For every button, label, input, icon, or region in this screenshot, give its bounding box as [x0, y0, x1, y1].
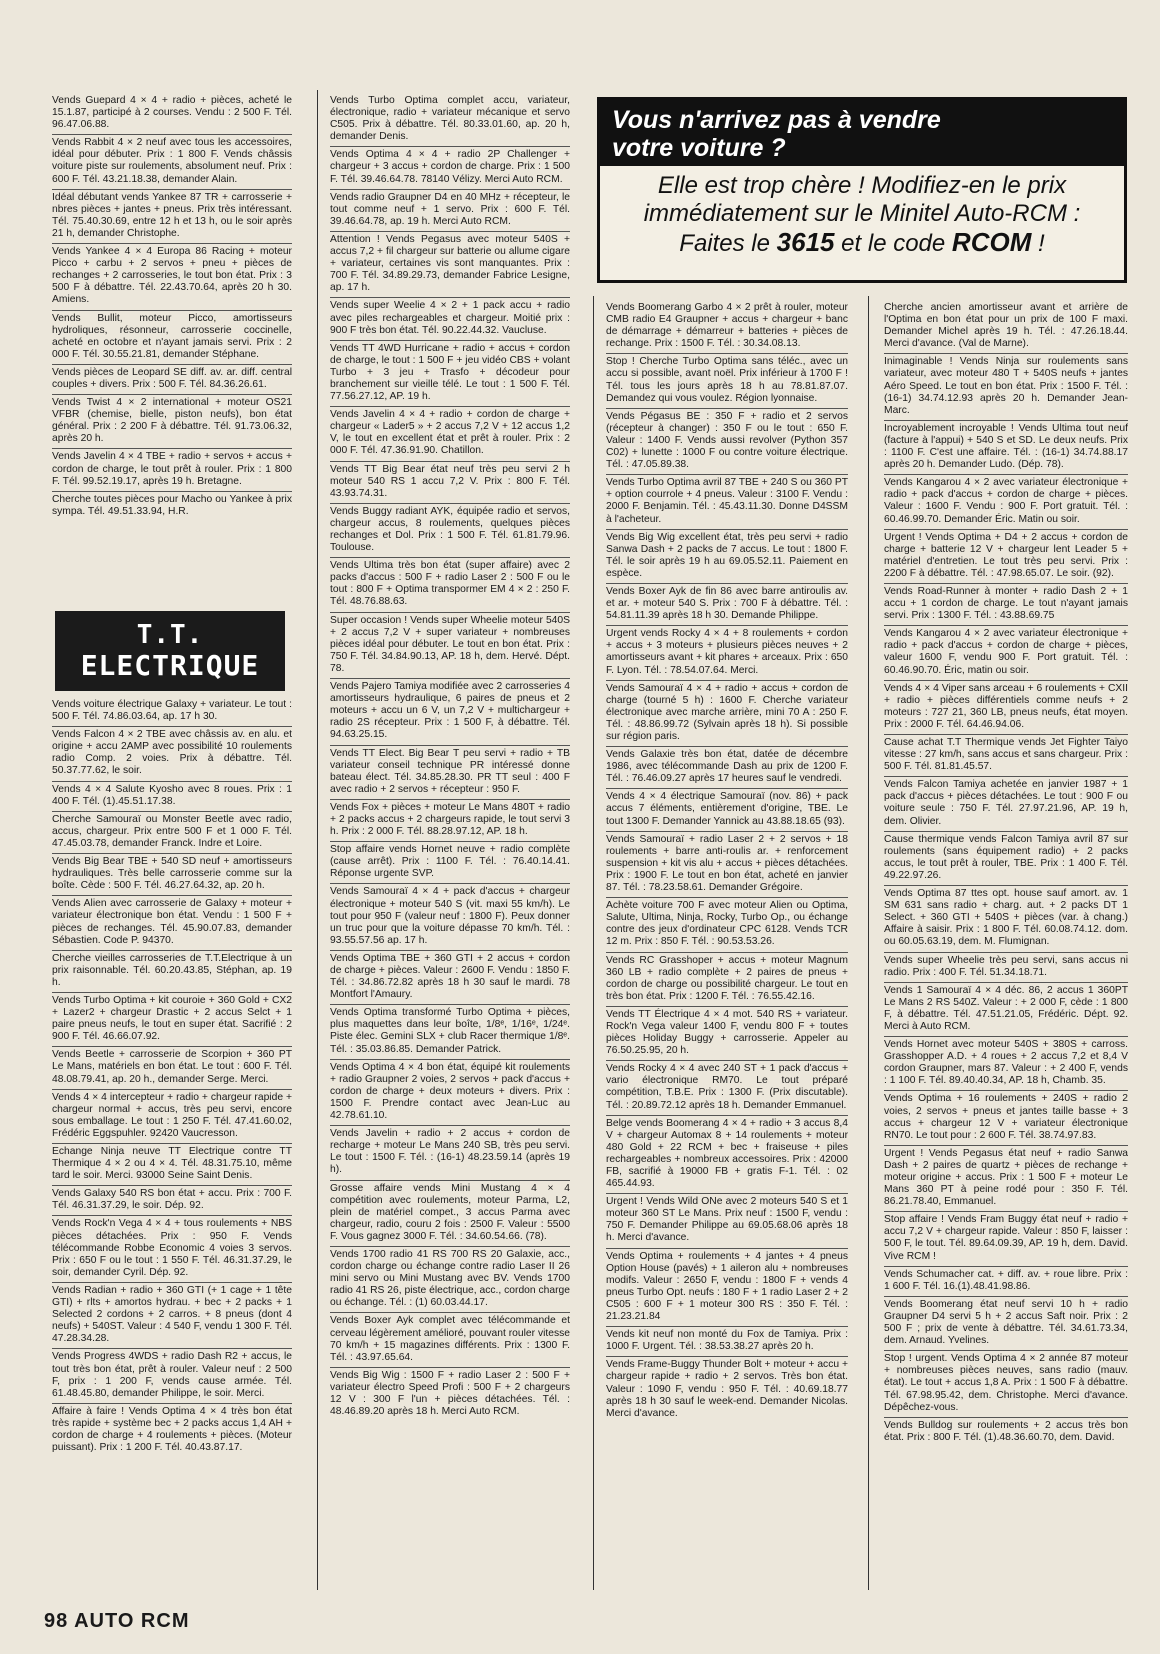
promo-body — [600, 166, 1124, 264]
classified-ad: Vends Big Wig : 1500 F + radio Laser 2 : 500 F + variateur électro Speed Profi : 500 F + 2 chargeurs 12 V : 300 F l'un + pièces détachées. Tél. : 48.46.89.20 après 18 h. Merci Auto RCM. — [330, 1369, 570, 1418]
promo-code-name: RCOM — [951, 227, 1032, 257]
classified-ad: Urgent vends Rocky 4 × 4 + 8 roulements + cordon + accus + 3 moteurs + plusieurs pièces neuves + 2 amortisseurs avant + kit phares + arceaux. Prix : 650 F. Lyon. Tél. : 78.54.07.64. Merci. — [606, 626, 848, 680]
classified-ad: Vends Schumacher cat. + diff. av. + roue libre. Prix : 1 600 F. Tél. 16.(1).48.41.98.86. — [884, 1267, 1128, 1297]
classified-ad: Vends TT 4WD Hurricane + radio + accus + cordon de charge, le tout : 1 500 F + jeu vidéo CBS + volant Turbo + 3 jeu + Trasfo + décodeur pour branchement sur vieille télé. Le tout : 1 500 F. Tél. 77.56.27.12, AP. 19 h. — [330, 341, 570, 407]
classified-ad: Vends Optima transformé Turbo Optima + pièces, plus maquettes dans leur boîte, 1/8ᵉ, 1/16ᵉ, 1/24ᵉ. Piste élec. Gemini SLX + club Racer thermique 1/8ᵉ. Tél. : 35.03.86.85. Demander Patrick. — [330, 1005, 570, 1059]
ads-column-1 — [52, 93, 292, 521]
ads-column-2 — [330, 93, 570, 1421]
classified-ad: Vends RC Grasshoper + accus + moteur Magnum 360 LB + radio complète + 2 paires de pneus + cordon de charge ou possibilité chargeur. Le tout en très bon état. Prix : 1200 F. Tél. : 76.55.42.16. — [606, 953, 848, 1007]
classified-ad: Vends Pajero Tamiya modifiée avec 2 carrosseries 4 amortisseurs hydraulique, 6 paires de pneus et 2 moteurs + accu un 6 V, un 7,2 V + multichargeur + radio 2S récepteur. Prix : 1 500 F, à débattre. Tél. 94.63.25.15. — [330, 679, 570, 745]
classified-ad: Super occasion ! Vends super Wheelie moteur 540S + 2 accus 7,2 V + super variateur + nombreuses pièces idéal pour débuter. Le tout en bon état. Prix : 750 F. Tél. 34.84.90.13, AP. 18 h, dem. Hervé. Dépt. 78. — [330, 613, 570, 679]
classified-ad: Vends Road-Runner à monter + radio Dash 2 + 1 accu + 1 cordon de charge. Le tout n'ayant jamais servi. Prix : 1300 F. Tél. : 43.88.69.75 — [884, 584, 1128, 626]
column-rule — [317, 90, 318, 1590]
classified-ad: Incroyablement incroyable ! Vends Ultima tout neuf (facture à l'appui) + 540 S et SD. Le deux neufs. Prix : 1100 F. C'est une affaire. Tél. : (16-1) 34.74.88.17 après 20 h. Demander Ludo. (Dép. 78). — [884, 421, 1128, 475]
promo-code-number: 3615 — [776, 227, 835, 257]
classified-ad: Vends Bullit, moteur Picco, amortisseurs hydroliques, résonneur, carrosserie coccinelle, acheté en octobre et n'ayant jamais servi. Prix : 2 000 F. Tél. 30.55.21.81, demander Stéphane. — [52, 311, 292, 365]
classified-ad: Vends Big Bear TBE + 540 SD neuf + amortisseurs hydrauliques. Très belle carrosserie comme sur la boîte. Cède : 500 F. Tél. 46.27.64.32, ap. 20 h. — [52, 854, 292, 896]
classified-ad: Vends voiture électrique Galaxy + variateur. Le tout : 500 F. Tél. 74.86.03.64, ap. 17 h 30. — [52, 697, 292, 727]
promo-title-line1: Vous n'arrivez pas à vendre — [612, 106, 941, 134]
classified-ad: Vends Optima 87 ttes opt. house sauf amort. av. 1 SM 631 sans radio + charg. aut. + 2 packs DT 1 Select. + 360 GTI + 540S + pièces (var. à chang.) Affaire à saisir. Prix : 1 800 F. Tél. 60.08.74.12. dom. ou 60.05.63.19, dem. M. Flumignan. — [884, 886, 1128, 952]
classified-ad: Vends Boxer Ayk complet avec télécommande et cerveau légèrement amélioré, pouvant rouler vitesse 70 km/h + 15 magazines différents. Prix : 1300 F. Tél. : 43.97.65.64. — [330, 1313, 570, 1367]
classified-ad: Vends Optima + roulements + 4 jantes + 4 pneus Option House (pavés) + 1 aileron alu + nombreuses modifs. Valeur : 2650 F, vendu : 1800 F + vends 4 pneus Turbo Opt. neufs : 180 F + 1 radio Laser 2 + 2 C505 : 600 F + 1 moteur 300 RS : 350 F. Tél. : 21.23.21.84 — [606, 1249, 848, 1328]
classified-ad: Vends Boxer Ayk de fin 86 avec barre antiroulis av. et ar. + moteur 540 S. Prix : 700 F à débattre. Tél. : 54.81.11.39 après 18 h 30. Demande Philippe. — [606, 584, 848, 626]
classified-ad: Vends Kangarou 4 × 2 avec variateur électronique + radio + pack d'accus + cordon de charge + pièces, valeur 1600 F, vendu 900 F. Port gratuit. Tél. : 60.46.90.70. Éric, matin ou soir. — [884, 626, 1128, 680]
classified-ad: Stop affaire vends Hornet neuve + radio complète (cause arrêt). Prix : 1100 F. Tél. : 76.40.14.41. Réponse urgente SVP. — [330, 842, 570, 884]
classified-ad: Vends Samouraï 4 × 4 + radio + accus + cordon de charge (tourné 5 h) : 1600 F. Cherche variateur électronique avec marche arrière, mini 70 A : 250 F. Tél. : 48.86.99.72 (Sylvain après 18 h). Si possible sur région paris. — [606, 681, 848, 747]
classified-ad: Vends Falcon 4 × 2 TBE avec châssis av. en alu. et origine + accu 2AMP avec possibilité 10 roulements radio Comp. 2 voies. Prix à débattre. Tél. 50.37.77.62, le soir. — [52, 727, 292, 781]
classified-ad: Vends Yankee 4 × 4 Europa 86 Racing + moteur Picco + carbu + 2 servos + pneu + pièces de rechanges + 2 carrosseries, le tout bon état. Prix : 3 500 F à débattre. Tél. 22.43.70.64, après 20 h 30. Amiens. — [52, 244, 292, 310]
promo-line3-pre: Faites le — [679, 230, 770, 257]
classified-ad: Stop affaire ! Vends Fram Buggy état neuf + radio + accu 7,2 V + chargeur rapide. Valeur : 850 F, laisser : 500 F, le tout. Tél. 89.64.09.39, AP. 19 h, dem. David. Vive RCM ! — [884, 1212, 1128, 1266]
promo-line3-mid: et le code — [841, 230, 946, 257]
classified-ad: Vends Kangarou 4 × 2 avec variateur électronique + radio + pack d'accus + cordon de charge + pièces. Valeur : 1600 F. Vendu : 900 F. Port gratuit. Tél. : 60.46.99.70. Demander Éric. Matin ou soir. — [884, 475, 1128, 529]
classified-ad: Vends TT Électrique 4 × 4 mot. 540 RS + variateur. Rock'n Vega valeur 1400 F, vendu 800 F + toutes pièces Holiday Buggy + carrosserie. Appeler au 76.50.25.95, 20 h. — [606, 1007, 848, 1061]
page-footer — [44, 1610, 189, 1633]
classified-ad: Cause thermique vends Falcon Tamiya avril 87 sur roulements (sans équipement radio) + 2 packs accus, le tout prêt à rouler, TBE. Prix : 1 400 F. Tél. 49.22.97.26. — [884, 832, 1128, 886]
classified-ad: Vends 4 × 4 intercepteur + radio + chargeur rapide + chargeur normal + accus, très peu servi, encore sous emballage. Le tout : 1 250 F. Tél. 47.41.60.02, Frédéric Eggspuhler. 92420 Vaucresson. — [52, 1090, 292, 1144]
classified-ad: Vends Frame-Buggy Thunder Bolt + moteur + accu + chargeur rapide + radio + 2 servos. Très bon état. Valeur : 1090 F, vendu : 950 F. Tél. : 40.69.18.77 après 18 h 30 sauf le week-end. Demander Nicolas. Merci d'avance. — [606, 1359, 848, 1419]
promo-heading — [600, 100, 1124, 166]
classified-ad: Vends Javelin 4 × 4 + radio + cordon de charge + chargeur « Lader5 » + 2 accus 7,2 V + 12 accus 1,2 V, le tout en excellent état et prêt à rouler. Prix : 2 000 F. Tél. 47.36.91.90. Chatillon. — [330, 407, 570, 461]
ads-column-4 — [884, 300, 1128, 1447]
classified-ad: Vends Pégasus BE : 350 F + radio et 2 servos (récepteur à changer) : 350 F ou le tout : 650 F. Valeur : 1400 F. Vends aussi revolver (Python 357 C02) + lunette : 1000 F ou contre voiture électrique. Tél. : 47.05.89.38. — [606, 409, 848, 475]
classified-ad: Inimaginable ! Vends Ninja sur roulements sans variateur, avec moteur 480 T + 540S neufs + jantes Aéro Speed. Le tout en bon état. Prix : 1500 F. Tél. : (16-1) 34.74.12.93 après 20 h. Demander Jean-Marc. — [884, 354, 1128, 420]
classified-ad: Vends Samouraï + radio Laser 2 + 2 servos + 18 roulements + barre anti-roulis ar. + renforcement suspension + kit vis alu + accus + pièces détachées. Prix : 1900 F. Le tout en bon état, acheté en janvier 87. Tél. : 78.23.58.61. Demander Grégoire. — [606, 832, 848, 898]
ads-column-3 — [606, 300, 848, 1423]
classified-ad: Vends 1 Samouraï 4 × 4 déc. 86, 2 accus 1 360PT Le Mans 2 RS 540Z. Valeur : + 2 000 F, cède : 1 800 F, à débattre. Tél. 47.51.21.05, Frédéric. Dépt. 92. Merci à Auto RCM. — [884, 983, 1128, 1037]
section-title-line2: ELECTRIQUE — [80, 649, 260, 682]
ads-column-1-electrique — [52, 697, 292, 1457]
classified-ad: Urgent ! Vends Optima + D4 + 2 accus + cordon de charge + batterie 12 V + chargeur lent Leader 5 + matériel d'entretien. Le tout très peu servi. Prix : 2200 F à débattre. Tél. : 47.98.65.07. Le soir. (92). — [884, 530, 1128, 584]
classified-ad: Vends Turbo Optima + kit couroie + 360 Gold + CX2 + Lazer2 + chargeur Drastic + 2 accus Selct + 1 paire pneus neufs, le tout en super état. Sacrifié : 2 900 F. Tél. 46.66.07.92. — [52, 993, 292, 1047]
classified-ad: Vends Boomerang Garbo 4 × 2 prêt à rouler, moteur CMB radio E4 Graupner + accus + chargeur + banc de démarrage + démarreur + batteries + pièces de rechange. Prix : 1500 F. Tél. : 30.34.08.13. — [606, 300, 848, 354]
classified-ad: Vends Optima TBE + 360 GTI + 2 accus + cordon de charge + pièces. Valeur : 2600 F. Vendu : 1850 F. Tél. : 34.86.72.82 après 18 h 30 sauf le mardi. 78 Montfort l'Amaury. — [330, 951, 570, 1005]
section-title-line1: T.T. — [136, 620, 204, 650]
classified-ad: Vends Rocky 4 × 4 avec 240 ST + 1 pack d'accus + vario électronique RM70. Le tout préparé compétition, T.B.E. Prix : 1300 F. (Prix discutable). Tél. : 20.89.72.12 après 18 h. Demander Emmanuel. — [606, 1061, 848, 1115]
column-rule — [868, 296, 869, 1590]
minitel-promo-box — [597, 97, 1127, 283]
promo-line1: Elle est trop chère ! Modifiez-en le prix — [657, 172, 1067, 199]
classified-ad: Cherche Samouraï ou Monster Beetle avec radio, accus, chargeur. Prix entre 500 F et 1 000 F. Tél. 47.45.03.78, demander Franck. Indre et Loire. — [52, 812, 292, 854]
classified-ad: Echange Ninja neuve TT Electrique contre TT Thermique 4 × 2 ou 4 × 4. Tél. 48.31.75.10, même tard le soir. Merci. 93000 Seine Saint Denis. — [52, 1144, 292, 1186]
classified-ad: Belge vends Boomerang 4 × 4 + radio + 3 accus 8,4 V + chargeur Automax 8 + 14 roulements + moteur 480 Gold + 22 RCM + bec + fraiseuse + piles rechargeables + nombreux accessoires. Prix : 42000 FB, sacrifié à 19000 FB + gratis F-1. Tél. : 02 465.44.93. — [606, 1116, 848, 1195]
classified-ad: Vends TT Big Bear état neuf très peu servi 2 h moteur 540 RS 1 accu 7,2 V. Prix : 800 F. Tél. 43.93.74.31. — [330, 462, 570, 504]
classified-ad: Attention ! Vends Pegasus avec moteur 540S + accus 7,2 + fil chargeur sur batterie ou allume cigare + variateur, certaines vis sont manquantes. Prix : 700 F. Tél. 34.89.29.73, demander Fabrice Lesigne, ap. 17 h. — [330, 232, 570, 298]
classified-ad: Affaire à faire ! Vends Optima 4 × 4 très bon état très rapide + système bec + 2 packs accus 1,4 AH + cordon de charge + 4 roulements + pièces. (Moteur puissant). Prix : 1 200 F. Tél. 40.43.87.17. — [52, 1405, 292, 1454]
classified-ad: Vends 4 × 4 Viper sans arceau + 6 roulements + CXII + radio + pièces différentiels comme neufs + 2 moteurs : 727 21, 360 LB, pneus neufs, état moyen. Prix : 2000 F. Tél. 64.46.94.06. — [884, 681, 1128, 735]
classified-ad: Idéal débutant vends Yankee 87 TR + carrosserie + nbres pièces + jantes + pneus. Prix très intéressant. Tél. 75.40.30.69, entre 12 h et 13 h, ou le soir après 21 h, demander Christophe. — [52, 190, 292, 244]
classified-ad: Vends Ultima très bon état (super affaire) avec 2 packs d'accus : 500 F + radio Laser 2 : 500 F ou le tout : 800 F + Optima transpormer EM 4 × 2 : 250 F. Tél. 48.76.88.63. — [330, 558, 570, 612]
page-number: 98 — [44, 1610, 69, 1632]
classified-ad: Vends Samouraï 4 × 4 + pack d'accus + chargeur électronique + moteur 540 S (vit. maxi 55 km/h). Le tout pour 950 F (valeur neuf : 1800 F). Peux donner un truc pour que la voiture dépasse 70 km/h. Tél. : 93.55.57.56 ap. 17 h. — [330, 884, 570, 950]
classified-ad: Vends Buggy radiant AYK, équipée radio et servos, chargeur accus, 8 roulements, quelques pièces rechanges et Dol. Prix : 1 500 F. Tél. 61.81.79.96. Toulouse. — [330, 504, 570, 558]
classified-ad: Vends Optima 4 × 4 + radio 2P Challenger + chargeur + 3 accus + cordon de charge. Prix : 1 500 F. Tél. 39.46.64.78. 78140 Vélizy. Merci Auto RCM. — [330, 147, 570, 189]
classified-ad: Urgent ! Vends Pegasus état neuf + radio Sanwa Dash + 2 paires de quartz + pièces de rechange + moteur origine + accus. Prix : 1 500 F + moteur Le Mans 360 PT à peine rodé pour : 350 F. Tél. 86.21.78.40, Emmanuel. — [884, 1146, 1128, 1212]
classified-ad: Cherche toutes pièces pour Macho ou Yankee à prix sympa. Tél. 49.51.33.94, H.R. — [52, 493, 292, 517]
classified-ad: Vends Galaxy 540 RS bon état + accu. Prix : 700 F. Tél. 46.31.37.29, le soir. Dép. 92. — [52, 1186, 292, 1216]
classified-ad: Cherche ancien amortisseur avant et arrière de l'Optima en bon état pour un prix de 100 F maxi. Demander Michel après 19 h. Tél. : 47.26.18.44. Merci d'avance. (Val de Marne). — [884, 300, 1128, 354]
classified-ad: Vends 4 × 4 électrique Samouraï (nov. 86) + pack accus 7 éléments, entièrement d'origine, TBE. Le tout 1300 F. Demander Yannick au 43.88.18.65 (93). — [606, 789, 848, 831]
classified-ad: Vends Boomerang état neuf servi 10 h + radio Graupner D4 servi 5 h + 2 accus Saft noir. Prix : 2 500 F ; prix de vente à débattre. Tél. 34.61.73.34, dem. Arnaud. Yvelines. — [884, 1297, 1128, 1351]
section-banner-tt-electrique — [55, 611, 285, 691]
promo-line2: immédiatement sur le Minitel Auto-RCM : — [643, 200, 1081, 227]
classified-ad: Grosse affaire vends Mini Mustang 4 × 4 compétition avec roulements, moteur Parma, L2, plein de matériel compet., 3 accus Parma avec chargeur, radio, couru 2 fois : 2500 F. Valeur : 5500 F. Vous gagnez 3000 F. Tél. : 34.60.54.66. (78). — [330, 1181, 570, 1247]
classified-ad: Vends Optima 4 × 4 bon état, équipé kit roulements + radio Graupner 2 voies, 2 servos + pack d'accus + cordon de charge + deux moteurs + divers. Prix : 1500 F. Prendre contact avec Jean-Luc au 42.78.61.10. — [330, 1060, 570, 1126]
classified-ad: Vends Optima + 16 roulements + 240S + radio 2 voies, 2 servos + pneus et jantes taille basse + 3 accus + chargeur 12 V + variateur électronique RN70. Le tout pour : 2 600 F. Tél. 38.74.97.83. — [884, 1091, 1128, 1145]
classified-ad: Vends Radian + radio + 360 GTI (+ 1 cage + 1 tête GTI) + rlts + amortos hydrau. + bec + 2 packs + 1 Selected 2 cordons + 2 carros. + 8 pneus (dont 4 neufs) + 540ST. Valeur : 4 540 F, vendu 1 300 F. Tél. 47.28.34.28. — [52, 1283, 292, 1349]
classified-ad: Stop ! Cherche Turbo Optima sans téléc., avec un accu si possible, avant noël. Prix inférieur à 1700 F ! Tél. tous les jours après 18 h au 78.81.87.07. Demandez qui vous voulez. Région lyonnaise. — [606, 354, 848, 408]
classified-ad: Stop ! urgent. Vends Optima 4 × 2 année 87 moteur + nombreuses pièces neuves, sans radio (mauv. état). Le tout + accus 1,8 A. Prix : 1 500 F à débattre. Tél. 67.98.95.42, dem. Christophe. Merci d'avance. Dépêchez-vous. — [884, 1351, 1128, 1417]
classified-ad: Vends Hornet avec moteur 540S + 380S + carross. Grasshopper A.D. + 4 roues + 2 accus 7,2 et 8,4 V cordon Graupner, mars 87. Valeur : + 2 400 F, vends : 1 100 F. Tél. 89.40.40.34, AP. 18 h, Chamb. 35. — [884, 1037, 1128, 1091]
classified-ad: Vends Alien avec carrosserie de Galaxy + moteur + variateur électronique bon état. Vendu : 1 500 F + pièces de rechanges. Tél. 45.90.07.83, demander Sébastien. Code P. 94370. — [52, 896, 292, 950]
classified-ad: Urgent ! Vends Wild ONe avec 2 moteurs 540 S et 1 moteur 360 ST Le Mans. Prix neuf : 1500 F, vendu : 750 F. Demander Philippe au 69.05.68.06 après 18 h. Merci d'avance. — [606, 1194, 848, 1248]
classified-ad: Vends Falcon Tamiya achetée en janvier 1987 + 1 pack d'accus + pièces détachées. Le tout : 900 F ou voiture seule : 750 F. Tél. 27.97.21.96, AP. 19 h, dem. Olivier. — [884, 777, 1128, 831]
classified-ad: Cause achat T.T Thermique vends Jet Fighter Taiyo vitesse : 27 km/h, sans accus et sans chargeur. Prix : 500 F. Tél. 81.81.45.57. — [884, 735, 1128, 777]
classified-ad: Vends Big Wig excellent état, très peu servi + radio Sanwa Dash + 2 packs de 7 accus. Le tout : 1800 F. Tél. le soir après 19 h au 69.05.52.11. Paiement en espèce. — [606, 530, 848, 584]
classified-ad: Vends 4 × 4 Salute Kyosho avec 8 roues. Prix : 1 400 F. Tél. (1).45.51.17.38. — [52, 782, 292, 812]
classified-ad: Cherche vieilles carrosseries de T.T.Electrique à un prix raisonnable. Tél. 60.20.43.85, Stéphan, ap. 19 h. — [52, 951, 292, 993]
classified-ad: Vends Guepard 4 × 4 + radio + pièces, acheté le 15.1.87, participé à 2 courses. Vendu : 2 500 F. Tél. 96.47.06.88. — [52, 93, 292, 135]
classified-ad: Vends radio Graupner D4 en 40 MHz + récepteur, le tout comme neuf + 1 servo. Prix : 600 F. Tél. 39.46.64.78, ap. 19 h. Merci Auto RCM. — [330, 190, 570, 232]
classified-ad: Vends 1700 radio 41 RS 700 RS 20 Galaxie, acc., cordon charge ou échange contre radio Laser II 26 mini servo ou Mini Mustang avec BV. Vends 1700 radio 41 RS 26, piste électrique, acc., cordon charge ou échange. Tél. : (1) 60.03.44.17. — [330, 1247, 570, 1313]
classified-ad: Vends super Wheelie très peu servi, sans accus ni radio. Prix : 400 F. Tél. 51.34.18.71. — [884, 953, 1128, 983]
column-rule — [593, 296, 594, 1590]
classified-ad: Vends Javelin + radio + 2 accus + cordon de recharge + moteur Le Mans 240 SB, très peu servi. Le tout : 1500 F. Tél. : (16-1) 48.23.59.14 (après 19 h). — [330, 1126, 570, 1180]
classified-ad: Vends Beetle + carrosserie de Scorpion + 360 PT Le Mans, matériels en bon état. Le tout : 600 F. Tél. 48.08.79.41, ap. 20 h., demander Serge. Merci. — [52, 1047, 292, 1089]
classified-ad: Vends Turbo Optima complet accu, variateur, électronique, radio + variateur mécanique et servo C505. Prix à débattre. Tél. 80.33.01.60, ap. 20 h, demander Denis. — [330, 93, 570, 147]
classified-ad: Vends Bulldog sur roulements + 2 accus très bon état. Prix : 800 F. Tél. (1).48.36.60.70, dem. David. — [884, 1419, 1128, 1443]
classified-ad: Vends Fox + pièces + moteur Le Mans 480T + radio + 2 packs accus + 2 chargeurs rapide, le tout servi 3 h. Prix : 2 000 F. Tél. 88.28.97.12, AP. 18 h. — [330, 800, 570, 842]
classified-ad: Vends Progress 4WDS + radio Dash R2 + accus, le tout très bon état, prêt à rouler. Valeur neuf : 2 500 F, prix : 1 200 F, vends cause armée. Tél. 61.48.45.80, demander Philippe, le soir. Merci. — [52, 1349, 292, 1403]
magazine-name: AUTO RCM — [74, 1610, 190, 1632]
classified-ad: Vends TT Elect. Big Bear T peu servi + radio + TB variateur conseil technique PR intéressé donne bateau élect. Tél. 34.85.28.30. PR TT seul : 400 F avec radio + 2 servos + récepteur : 950 F. — [330, 746, 570, 800]
promo-title-line2: votre voiture ? — [612, 134, 786, 162]
classified-ad: Achète voiture 700 F avec moteur Alien ou Optima, Salute, Ultima, Ninja, Rocky, Turbo Op., ou échange contre des jeux d'ordinateur CPC 6128. Vends TCR 12 m. Prix : 850 F. Tél. : 90.53.53.26. — [606, 898, 848, 952]
classified-ad: Vends super Weelie 4 × 2 + 1 pack accu + radio avec piles rechargeables et chargeur. Moitié prix : 900 F très bon état. Tél. 90.22.44.32. Vaucluse. — [330, 298, 570, 340]
classified-ad: Vends Twist 4 × 2 international + moteur OS21 VFBR (chemise, bielle, piston neufs), bon état général. Prix : 2 200 F à débattre. Tél. 91.73.06.32, après 20 h. — [52, 395, 292, 449]
classified-ad: Vends Rabbit 4 × 2 neuf avec tous les accessoires, idéal pour débuter. Prix : 1 800 F. Vends châssis voiture piste sur roulements, absolument neuf. Prix : 600 F. Tél. 43.21.18.38, demander Alain. — [52, 135, 292, 189]
classified-ad: Vends Javelin 4 × 4 TBE + radio + servos + accus + cordon de charge, le tout prêt à rouler. Prix : 1 800 F. Tél. 99.52.19.17, après 19 h. Bretagne. — [52, 449, 292, 491]
classified-ad: Vends Galaxie très bon état, datée de décembre 1986, avec télécommande Dash au prix de 1200 F. Tél. : 76.46.09.27 après 17 heures sauf le vendredi. — [606, 747, 848, 789]
classified-ad: Vends Turbo Optima avril 87 TBE + 240 S ou 360 PT + option courrole + 4 pneus. Valeur : 3100 F. Vendu : 2000 F. Benjamin. Tél. : 45.43.11.30. Donne D4SSM à l'acheteur. — [606, 475, 848, 529]
promo-line3-excl: ! — [1038, 230, 1045, 257]
classified-ad: Vends Rock'n Vega 4 × 4 + tous roulements + NBS pièces détachées. Prix : 950 F. Vends télécommande Robbe Economic 4 voies 3 servos. Prix : 650 F ou le tout : 1 550 F. Tél. 46.31.37.29, le soir, demander Cyril. Dép. 92. — [52, 1216, 292, 1282]
classified-ad: Vends kit neuf non monté du Fox de Tamiya. Prix : 1000 F. Urgent. Tél. : 38.53.38.27 après 20 h. — [606, 1327, 848, 1357]
promo-line3 — [608, 228, 1116, 258]
classified-ad: Vends pièces de Leopard SE diff. av. ar. diff. central couples + divers. Prix : 500 F. Tél. 84.36.26.61. — [52, 365, 292, 395]
